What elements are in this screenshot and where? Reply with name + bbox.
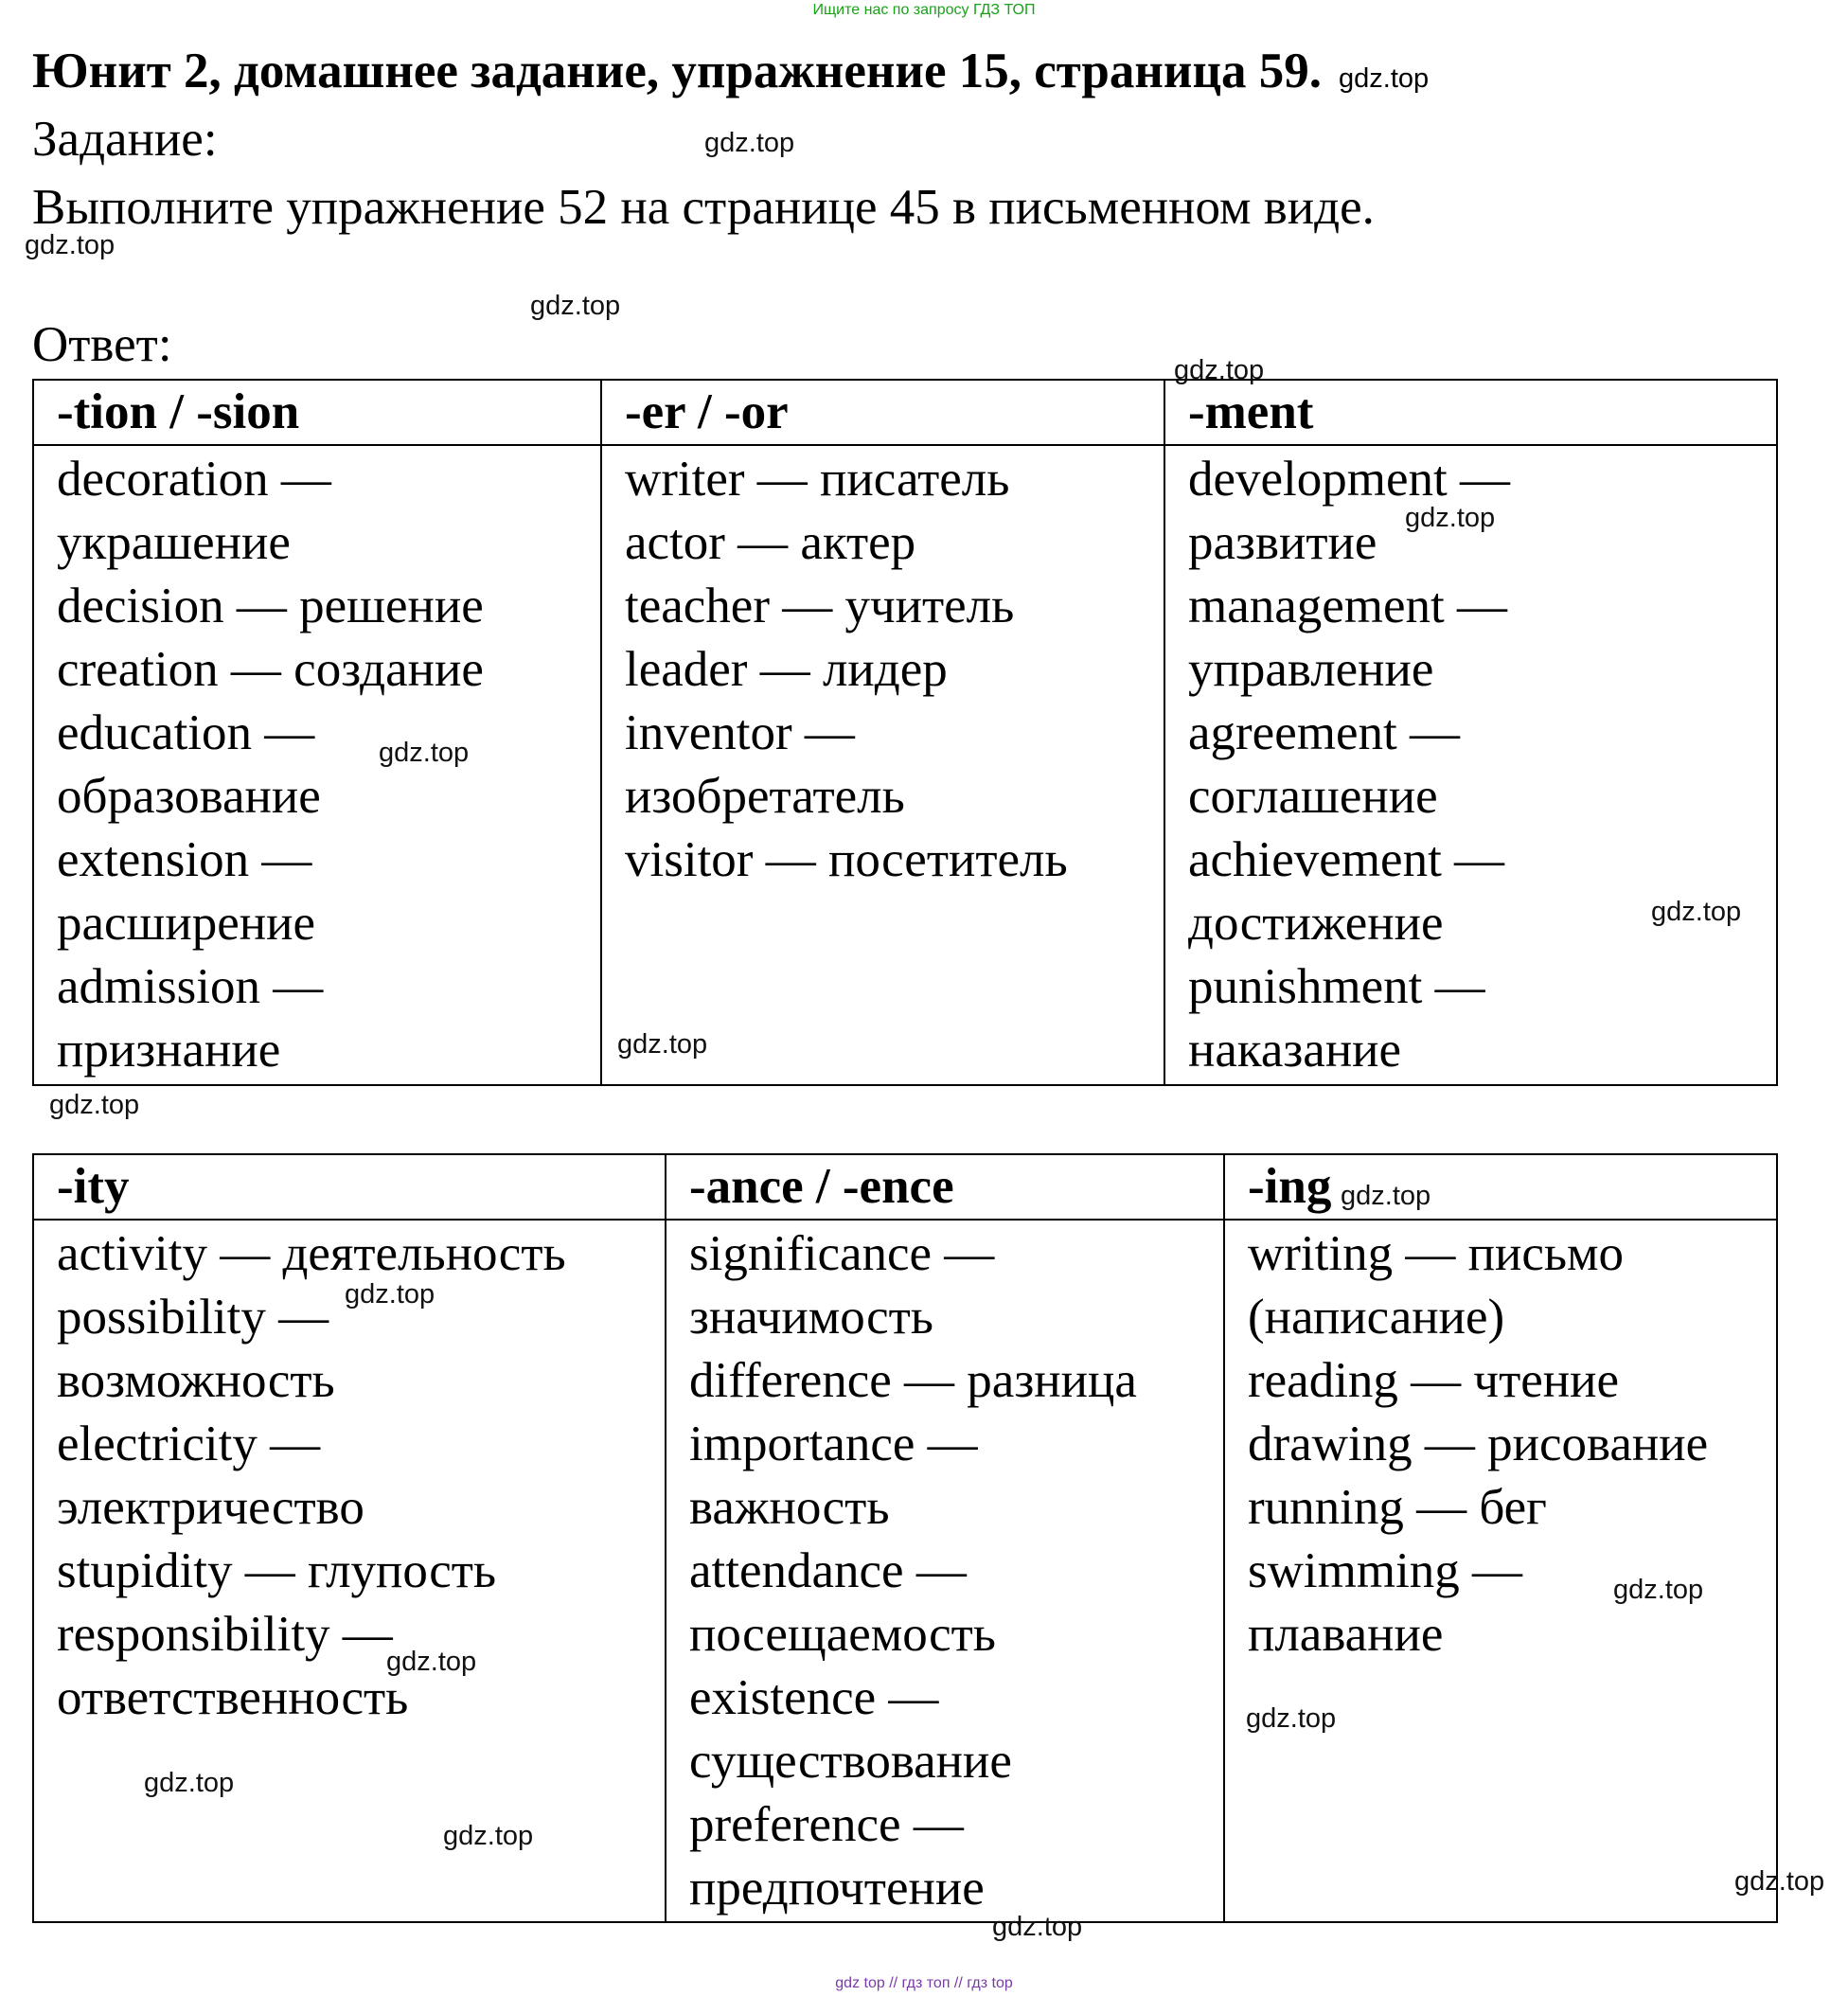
- table-cell: [601, 445, 1164, 1085]
- word-entry: writer — писатель: [625, 452, 1010, 507]
- watermark: gdz.top: [617, 1029, 708, 1060]
- word-entry: drawing — рисование: [1248, 1417, 1709, 1471]
- word-entry: writing — письмо: [1248, 1226, 1625, 1281]
- word-entry: significance —: [689, 1226, 995, 1281]
- word-entry: (написание): [1248, 1290, 1505, 1345]
- table-header-cell: -ing: [1224, 1154, 1777, 1220]
- word-entry: management —: [1188, 579, 1508, 633]
- word-entry: creation — создание: [57, 642, 484, 697]
- word-entry: preference —: [689, 1797, 964, 1852]
- word-entry: значимость: [689, 1290, 933, 1345]
- watermark: gdz.top: [1405, 503, 1496, 533]
- task-label: Задание:: [32, 112, 218, 167]
- watermark: gdz.top: [1339, 63, 1430, 94]
- word-entry: teacher — учитель: [625, 579, 1015, 633]
- table-row: [33, 445, 1777, 1085]
- answer-label: Ответ:: [32, 317, 172, 372]
- watermark: gdz.top: [1734, 1866, 1825, 1897]
- table-cell: [33, 1220, 666, 1922]
- word-entry: украшение: [57, 515, 291, 570]
- table-cell: [33, 445, 601, 1085]
- watermark: gdz.top: [379, 738, 470, 768]
- word-entry: управление: [1188, 642, 1434, 697]
- word-entry: importance —: [689, 1417, 978, 1471]
- word-entry: possibility —: [57, 1290, 329, 1345]
- word-entry: предпочтение: [689, 1861, 985, 1916]
- table-header-row: [33, 380, 1777, 445]
- word-entry: education —: [57, 705, 315, 760]
- word-entry: achievement —: [1188, 832, 1505, 887]
- word-entry: важность: [689, 1480, 890, 1535]
- word-entry: образование: [57, 769, 321, 824]
- word-entry: возможность: [57, 1353, 335, 1408]
- word-entry: расширение: [57, 896, 315, 951]
- watermark: gdz.top: [1341, 1181, 1431, 1211]
- table-header-cell: -er / -or: [601, 380, 1164, 445]
- watermark: gdz.top: [530, 291, 621, 321]
- word-entry: соглашение: [1188, 769, 1438, 824]
- word-entry: изобретатель: [625, 769, 905, 824]
- suffix-table-2: [32, 1153, 1778, 1923]
- word-entry: признание: [57, 1023, 281, 1078]
- word-entry: running — бег: [1248, 1480, 1547, 1535]
- table-header-cell: -ity: [33, 1154, 666, 1220]
- watermark: gdz.top: [443, 1821, 534, 1851]
- word-entry: достижение: [1188, 896, 1444, 951]
- top-banner: Ищите нас по запросу ГДЗ ТОП: [812, 2, 1036, 18]
- watermark: gdz.top: [144, 1768, 235, 1798]
- word-entry: admission —: [57, 959, 324, 1014]
- word-entry: существование: [689, 1734, 1012, 1789]
- word-entry: наказание: [1188, 1023, 1402, 1078]
- word-entry: посещаемость: [689, 1607, 996, 1662]
- word-entry: activity — деятельность: [57, 1226, 566, 1281]
- word-entry: inventor —: [625, 705, 855, 760]
- word-entry: stupidity — глупость: [57, 1543, 497, 1598]
- table-header-cell: -tion / -sion: [33, 380, 601, 445]
- watermark: gdz.top: [1651, 897, 1742, 927]
- watermark: gdz.top: [1613, 1575, 1704, 1605]
- word-entry: electricity —: [57, 1417, 321, 1471]
- word-entry: actor — актер: [625, 515, 916, 570]
- page-title: [32, 40, 1429, 110]
- table-header-cell: -ment: [1164, 380, 1777, 445]
- watermark: gdz.top: [1246, 1703, 1337, 1734]
- word-entry: visitor — посетитель: [625, 832, 1068, 887]
- task-text: Выполните упражнение 52 на странице 45 в письменном виде.: [32, 180, 1375, 235]
- word-entry: existence —: [689, 1670, 939, 1725]
- table-cell: [1224, 1220, 1777, 1922]
- page-title-text: Юнит 2, домашнее задание, упражнение 15, страница 59.: [32, 44, 1323, 98]
- word-entry: decoration —: [57, 452, 331, 507]
- watermark: gdz.top: [49, 1090, 140, 1120]
- word-entry: attendance —: [689, 1543, 967, 1598]
- word-entry: extension —: [57, 832, 312, 887]
- word-entry: reading — чтение: [1248, 1353, 1620, 1408]
- table-header-row: [33, 1154, 1777, 1220]
- word-entry: agreement —: [1188, 705, 1460, 760]
- table-cell: [666, 1220, 1224, 1922]
- word-entry: электричество: [57, 1480, 364, 1535]
- word-entry: leader — лидер: [625, 642, 948, 697]
- word-entry: развитие: [1188, 515, 1377, 570]
- table-header-cell: -ance / -ence: [666, 1154, 1224, 1220]
- watermark: gdz.top: [345, 1279, 435, 1310]
- watermark: gdz.top: [992, 1912, 1083, 1942]
- word-entry: плавание: [1248, 1607, 1444, 1662]
- watermark: gdz.top: [704, 128, 795, 158]
- word-entry: swimming —: [1248, 1543, 1523, 1598]
- word-entry: ответственность: [57, 1670, 409, 1725]
- word-entry: punishment —: [1188, 959, 1485, 1014]
- watermark: gdz.top: [25, 230, 116, 260]
- word-entry: responsibility —: [57, 1607, 393, 1662]
- word-entry: decision — решение: [57, 579, 484, 633]
- suffix-table-1: [32, 379, 1778, 1086]
- word-entry: development —: [1188, 452, 1510, 507]
- table-cell: [1164, 445, 1777, 1085]
- footer: gdz top // гдз топ // гдз top: [835, 1975, 1013, 1991]
- watermark: gdz.top: [1174, 355, 1265, 385]
- table-row: [33, 1220, 1777, 1922]
- word-entry: difference — разница: [689, 1353, 1137, 1408]
- watermark: gdz.top: [386, 1647, 477, 1677]
